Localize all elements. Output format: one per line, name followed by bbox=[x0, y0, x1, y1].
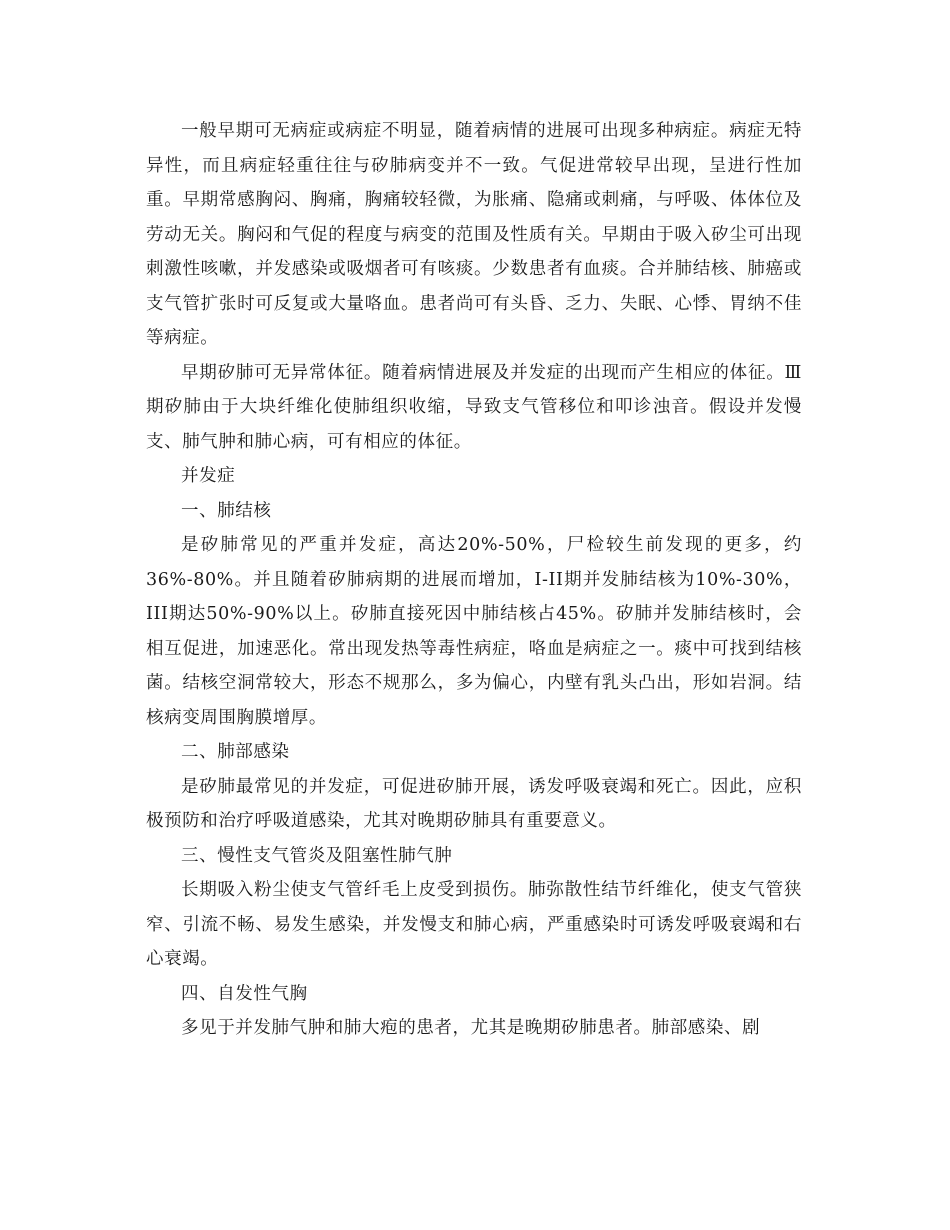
heading-pneumothorax: 四、自发性气胸 bbox=[181, 983, 308, 1004]
paragraph-signs: 早期矽肺可无异常体征。随着病情进展及并发症的出现而产生相应的体征。Ⅲ期矽肺由于大块纤维化使肺组织收缩，导致支气管移位和叩诊浊音。假设并发慢支、肺气肿和肺心病，可有相应的体征。 bbox=[146, 362, 802, 452]
heading-bronchitis-emphysema: 三、慢性支气管炎及阻塞性肺气肿 bbox=[181, 845, 453, 866]
document-body bbox=[146, 114, 802, 1046]
paragraph-tuberculosis: 是矽肺常见的严重并发症，高达20%-50%，尸检较生前发现的更多，约36%-80%。并且随着矽肺病期的进展而增加，I-II期并发肺结核为10%-30%，III期达50%-90%以上。矽肺直接死因中肺结核占45%。矽肺并发肺结核时，会相互促进，加速恶化。常出现发热等毒性病症，咯血是病症之一。痰中可找到结核菌。结核空洞常较大，形态不规那么，多为偏心，内壁有乳头凸出，形如岩洞。结核病变周围胸膜增厚。 bbox=[146, 535, 802, 728]
heading-tuberculosis: 一、肺结核 bbox=[181, 500, 272, 521]
heading-lung-infection: 二、肺部感染 bbox=[181, 742, 290, 762]
paragraph-symptoms: 一般早期可无病症或病症不明显，随着病情的进展可出现多种病症。病症无特异性，而且病症轻重往往与矽肺病变并不一致。气促进常较早出现，呈进行性加重。早期常感胸闷、胸痛，胸痛较轻微，为胀痛、隐痛或刺痛，与呼吸、体体位及劳动无关。胸闷和气促的程度与病变的范围及性质有关。早期由于吸入矽尘可出现刺激性咳嗽，并发感染或吸烟者可有咳痰。少数患者有血痰。合并肺结核、肺癌或支气管扩张时可反复或大量咯血。患者尚可有头昏、乏力、失眠、心悸、胃纳不佳等病症。 bbox=[146, 121, 802, 348]
paragraph-pneumothorax: 多见于并发肺气肿和肺大疱的患者，尤其是晚期矽肺患者。肺部感染、剧 bbox=[181, 1018, 761, 1038]
heading-complications: 并发症 bbox=[181, 466, 236, 486]
paragraph-bronchitis-emphysema: 长期吸入粉尘使支气管纤毛上皮受到损伤。肺弥散性结节纤维化，使支气管狭窄、引流不畅、易发生感染，并发慢支和肺心病，严重感染时可诱发呼吸衰竭和右心衰竭。 bbox=[146, 880, 802, 969]
paragraph-lung-infection: 是矽肺最常见的并发症，可促进矽肺开展，诱发呼吸衰竭和死亡。因此，应积极预防和治疗呼吸道感染，尤其对晚期矽肺具有重要意义。 bbox=[146, 776, 802, 831]
